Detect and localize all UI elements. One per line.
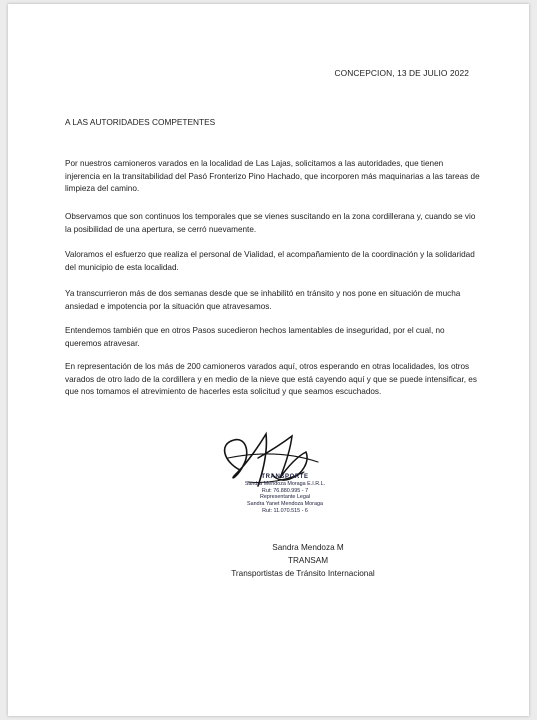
paragraph-request: Por nuestros camioneros varados en la localidad de Las Lajas, solicitamos a las autoridades, que tienen injerencia en la transitabilidad del Pasó Fronterizo Pino Hachado, que incorporen más maquinarias a las tareas de limpieza del camino. xyxy=(65,159,480,194)
paragraph-representation: En representación de los más de 200 camioneros varados aquí, otros esperando en otras localidades, los otros varados de otro lado de la cordillera y en medio de la nieve que está cayendo aquí y que se puede intensificar, es que nos tomamos el atrevimiento de hacerles esta solicitud y que seamos escuchados. xyxy=(65,362,477,397)
letter-page xyxy=(8,4,529,716)
signature-block xyxy=(188,422,358,532)
signoff-block xyxy=(228,541,388,580)
paragraph-duration: Ya transcurrieron más de dos semanas desde que se inhabilitó en tránsito y nos pone en situación de mucha ansiedad e impotencia por la situación que atravesamos. xyxy=(65,289,461,311)
stamp-rut-company: Rut: 76.880.995 - 7 xyxy=(261,487,309,494)
stamp-representative: Sandra Yanet Mendoza Moraga xyxy=(247,501,323,508)
letter-date: CONCEPCION, 13 DE JULIO 2022 xyxy=(334,68,469,78)
company-stamp xyxy=(210,474,360,515)
stamp-role: Representante Legal xyxy=(259,494,311,501)
signoff-name: Sandra Mendoza M xyxy=(272,543,344,552)
paragraph-weather: Observamos que son continuos los temporales que se vienes suscitando en la zona cordillerana y, cuando se vio la posibilidad de una apertura, se cerró nuevamente. xyxy=(65,212,476,234)
paragraph-insecurity: Entendemos también que en otros Pasos sucedieron hechos lamentables de inseguridad, por el cual, no queremos atravesar. xyxy=(65,326,445,348)
signoff-company: TRANSAM xyxy=(287,556,329,565)
stamp-rut-person: Rut: 11.070.515 - 6 xyxy=(262,507,308,514)
letter-addressee: A LAS AUTORIDADES COMPETENTES xyxy=(65,117,216,127)
stamp-company: Sandra Mendoza Moraga E.I.R.L. xyxy=(244,480,326,487)
stamp-title: TRANSPORTE xyxy=(261,474,309,480)
signoff-description: Transportistas de Tránsito Internacional xyxy=(231,569,375,578)
paragraph-appreciation: Valoramos el esfuerzo que realiza el personal de Vialidad, el acompañamiento de la coordinación y la solidaridad del municipio de esta localidad. xyxy=(65,250,475,272)
